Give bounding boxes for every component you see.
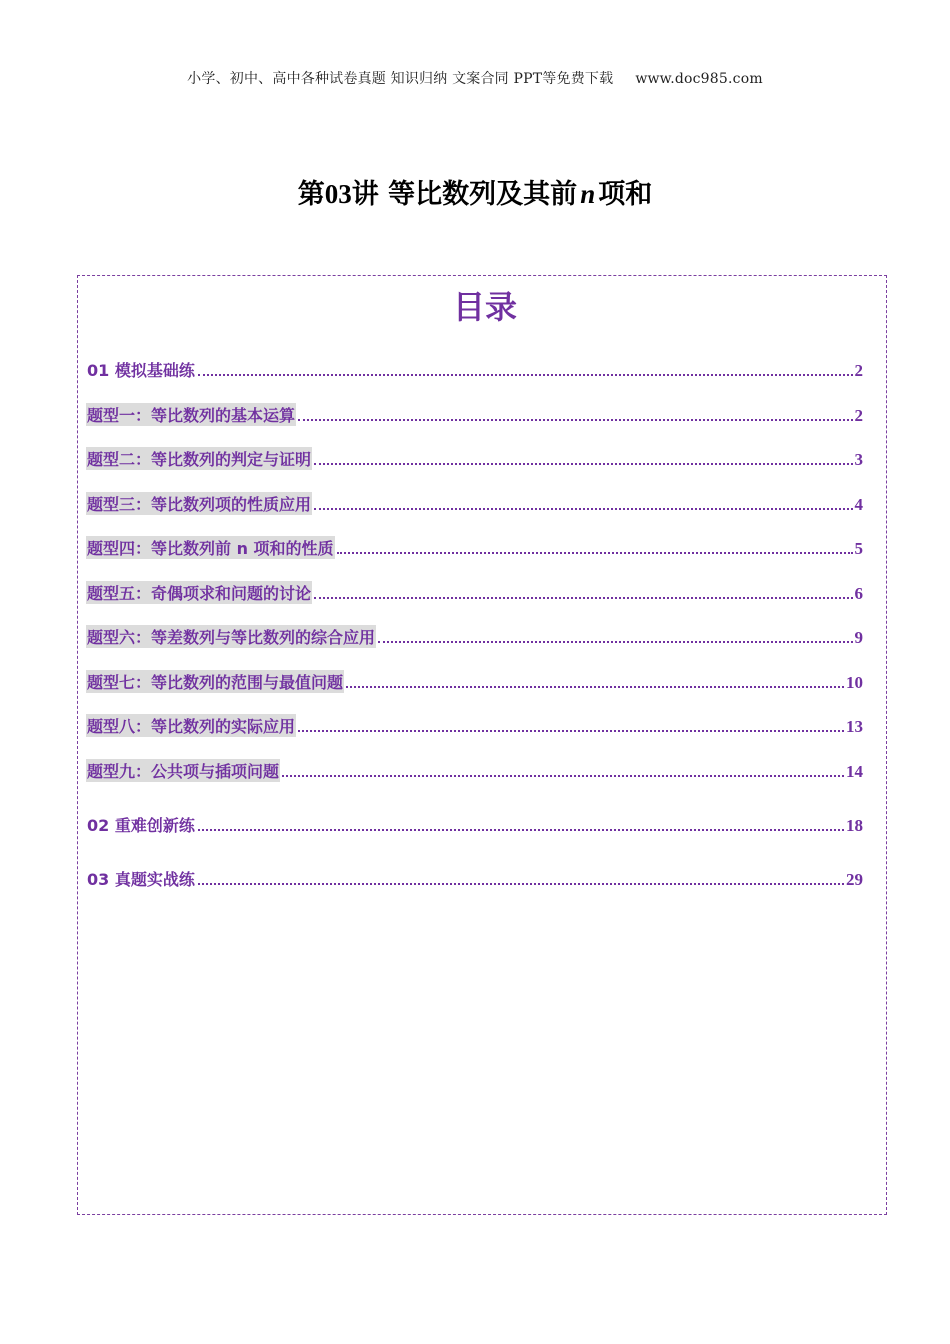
toc-entry-type-7[interactable]: [86, 669, 863, 693]
toc-entry-label: 题型八：等比数列的实际应用: [86, 714, 296, 737]
toc-entry-label: 题型五：奇偶项求和问题的讨论: [86, 581, 312, 604]
title-number: 03: [324, 179, 352, 209]
header-site[interactable]: www.doc985.com: [635, 71, 763, 87]
toc-entry-label: 题型四：等比数列前 n 项和的性质: [86, 536, 335, 559]
page-header: [0, 68, 950, 88]
header-text: 小学、初中、高中各种试卷真题 知识归纳 文案合同 PPT等免费下载: [187, 71, 614, 87]
toc-entry-type-8[interactable]: [86, 713, 863, 737]
toc-entry-page: 3: [854, 450, 863, 469]
toc-entry-type-2[interactable]: [86, 446, 863, 470]
toc-entry-type-6[interactable]: [86, 624, 863, 648]
toc-entry-label: 题型三：等比数列项的性质应用: [86, 492, 312, 515]
toc-entry-label: 题型一：等比数列的基本运算: [86, 403, 296, 426]
toc-entry-page: 6: [854, 584, 863, 603]
toc-leader-dots: [298, 418, 852, 421]
toc-entry-page: 10: [846, 673, 863, 692]
title-variable: n: [580, 179, 596, 209]
toc-heading: 目录: [452, 288, 517, 326]
toc-entry-type-5[interactable]: [86, 580, 863, 604]
toc-entry-page: 18: [846, 816, 863, 835]
toc-leader-dots: [314, 507, 852, 510]
toc-entry-label: 题型七：等比数列的范围与最值问题: [86, 670, 344, 693]
toc-leader-dots: [298, 729, 844, 732]
title-suffix: 项和: [598, 179, 653, 210]
toc-entry-page: 29: [846, 870, 863, 889]
toc-entry-page: 2: [854, 406, 863, 425]
toc-entry-page: 14: [846, 762, 863, 781]
toc-leader-dots: [198, 882, 844, 885]
toc-entry-label: 题型二：等比数列的判定与证明: [86, 447, 312, 470]
toc-entry-type-3[interactable]: [86, 491, 863, 515]
toc-leader-dots: [337, 551, 853, 554]
toc-entry-simulation-basic[interactable]: [86, 357, 863, 381]
page-title: [0, 172, 950, 211]
toc-leader-dots: [282, 774, 844, 777]
toc-entry-page: 4: [854, 495, 863, 514]
toc-entry-page: 2: [854, 361, 863, 380]
toc-entry-label: 题型六：等差数列与等比数列的综合应用: [86, 625, 376, 648]
toc-entry-type-1[interactable]: [86, 402, 863, 426]
toc-leader-dots: [378, 640, 852, 643]
toc-leader-dots: [198, 373, 853, 376]
toc-entry-type-9[interactable]: [86, 758, 863, 782]
toc-leader-dots: [346, 685, 844, 688]
toc-entry-label: 03 真题实战练: [87, 870, 195, 889]
toc-entry-real-exam[interactable]: [86, 866, 863, 890]
toc-entry-label: 题型九：公共项与插项问题: [86, 759, 280, 782]
toc-leader-dots: [314, 596, 852, 599]
toc-leader-dots: [314, 462, 852, 465]
toc-leader-dots: [198, 828, 844, 831]
toc-entry-label: 02 重难创新练: [87, 816, 195, 835]
toc-entry-hard-innovation[interactable]: [86, 812, 863, 836]
toc-entry-type-4[interactable]: [86, 535, 863, 559]
toc-entry-page: 5: [854, 539, 863, 558]
title-prefix: 第: [297, 179, 325, 210]
title-middle: 讲 等比数列及其前: [351, 179, 578, 210]
toc-entry-label: 01 模拟基础练: [87, 361, 195, 380]
toc-entry-page: 9: [854, 628, 863, 647]
toc-entry-page: 13: [846, 717, 863, 736]
